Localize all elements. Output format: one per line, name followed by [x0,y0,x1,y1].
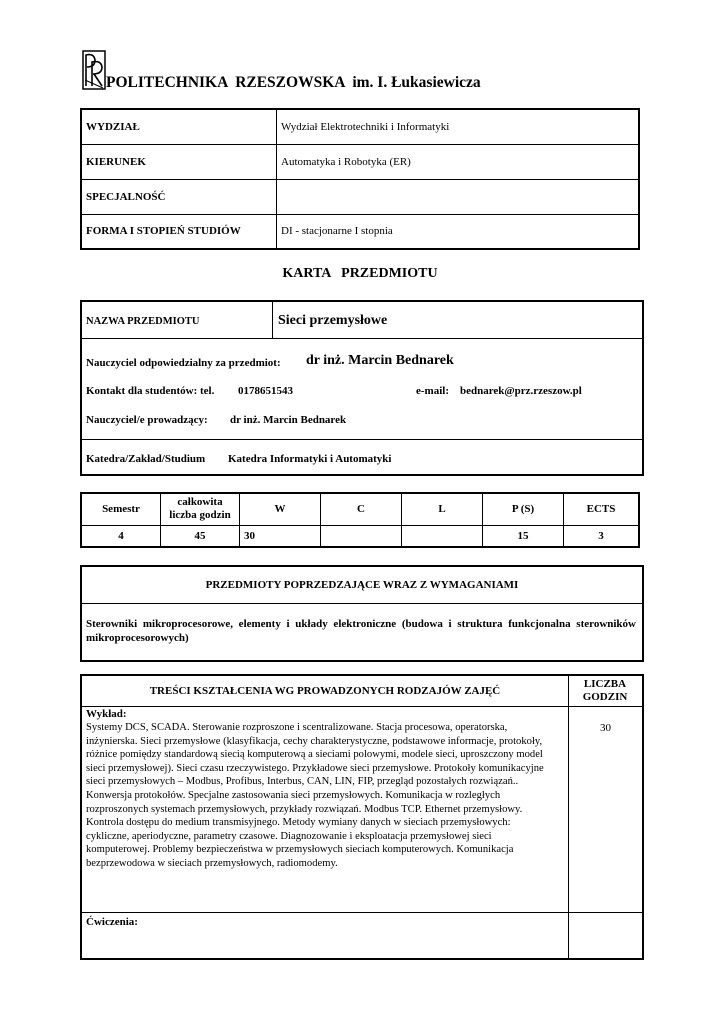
hours-header: ECTS [564,493,640,525]
university-header [82,50,642,92]
info-label: KIERUNEK [81,144,277,179]
hours-value [402,525,483,547]
contact-label: Kontakt dla studentów: tel. [86,385,215,397]
hours-value: 30 [240,525,321,547]
lecturers-label: Nauczyciel/e prowadzący: [86,414,208,426]
dept-label: Katedra/Zakład/Studium [86,453,206,465]
subject-name-label: NAZWA PRZEDMIOTU [86,316,200,327]
info-value: DI - stacjonarne I stopnia [277,214,640,249]
info-value: Wydział Elektrotechniki i Informatyki [277,109,640,144]
hours-table [80,492,640,548]
info-value [277,179,640,214]
hours-value: 3 [564,525,640,547]
content-hours-header: LICZBA GODZIN [582,678,628,703]
hours-header: P (S) [483,493,564,525]
hours-header: całkowita liczba godzin [161,493,240,525]
hours-header-row [81,493,639,525]
info-row [81,144,639,179]
teacher-label: Nauczyciel odpowiedzialny za przedmiot: [86,357,281,369]
prereq-text: Sterowniki mikroprocesorowe, elementy i układy elektroniczne (budowa i struktura funkcjonalna sterowników mikroprocesorowych) [86,618,636,644]
karta-title: KARTA PRZEDMIOTU [282,266,438,281]
info-row [81,109,639,144]
university-name: POLITECHNIKA RZESZOWSKA im. I. Łukasiewicza [106,74,481,91]
info-label: SPECJALNOŚĆ [81,179,277,214]
prereq-block [80,565,644,662]
info-row [81,179,639,214]
email-value: bednarek@prz.rzeszow.pl [460,385,582,397]
university-logo [82,50,106,90]
subject-block [80,300,644,476]
hours-value: 45 [161,525,240,547]
info-row [81,214,639,249]
lecturers-value: dr inż. Marcin Bednarek [230,414,347,426]
email-label: e-mail: [416,385,449,397]
hours-header: L [402,493,483,525]
hours-value [321,525,402,547]
lecture-label: Wykład: [86,708,127,720]
hours-value-row [81,525,639,547]
subject-name-value: Sieci przemysłowe [278,313,388,328]
prereq-title: PRZEDMIOTY POPRZEDZAJĄCE WRAZ Z WYMAGANIAMI [205,579,519,591]
info-label: FORMA I STOPIEŃ STUDIÓW [81,214,277,249]
hours-header: Semestr [81,493,161,525]
info-table [80,108,640,250]
content-title: TREŚCI KSZTAŁCENIA WG PROWADZONYCH RODZAJÓW ZAJĘĆ [149,685,501,697]
lecture-text: Systemy DCS, SCADA. Sterowanie rozproszone i scentralizowane. Stacja procesowa, operatorska, inżynierska. Sieci przemysłowe (klasyfikacja, cechy charakterystyczne, podstawowe informacje, protokoły, różnice pomiędzy standardową siecią komputerową a sieciami polowymi, modele sieci, uproszczony model sieci przemysłowej). Sieci czasu rzeczywistego. Przykładowe sieci przemysłowe. Protokoły komunikacyjne sieci przemysłowych – Modbus, Profibus, Interbus, CAN, LIN, FIP, przegląd pozostałych rozwiązań.. Konwersja protokołów. Specjalne zastosowania sieci przemysłowych. Komunikacja w rozległych rozproszonych systemach przemysłowych, przykłady rozwiązań. Modbus TCP. Ethernet przemysłowy. Kontrola dostępu do medium transmisyjnego. Metody wymiany danych w sieciach przemysłowych: cykliczne, aperiodyczne, parametry czasowe. Diagnozowanie i eksploatacja przemysłowej sieci komputerowej. Problemy bezpieczeństwa w przemysłowych sieciach komputerowych. Komunikacja bezprzewodowa w sieciach przemysłowych, radiomodemy. [86,722,544,869]
exercises-label: Ćwiczenia: [86,916,138,928]
hours-header: C [321,493,402,525]
hours-header: W [240,493,321,525]
info-label: WYDZIAŁ [81,109,277,144]
hours-value: 4 [81,525,161,547]
hours-value: 15 [483,525,564,547]
info-value: Automatyka i Robotyka (ER) [277,144,640,179]
contact-phone: 0178651543 [238,385,293,397]
dept-value: Katedra Informatyki i Automatyki [228,453,392,465]
content-block [80,674,644,960]
teacher-value: dr inż. Marcin Bednarek [306,353,454,368]
lecture-hours: 30 [600,722,611,734]
